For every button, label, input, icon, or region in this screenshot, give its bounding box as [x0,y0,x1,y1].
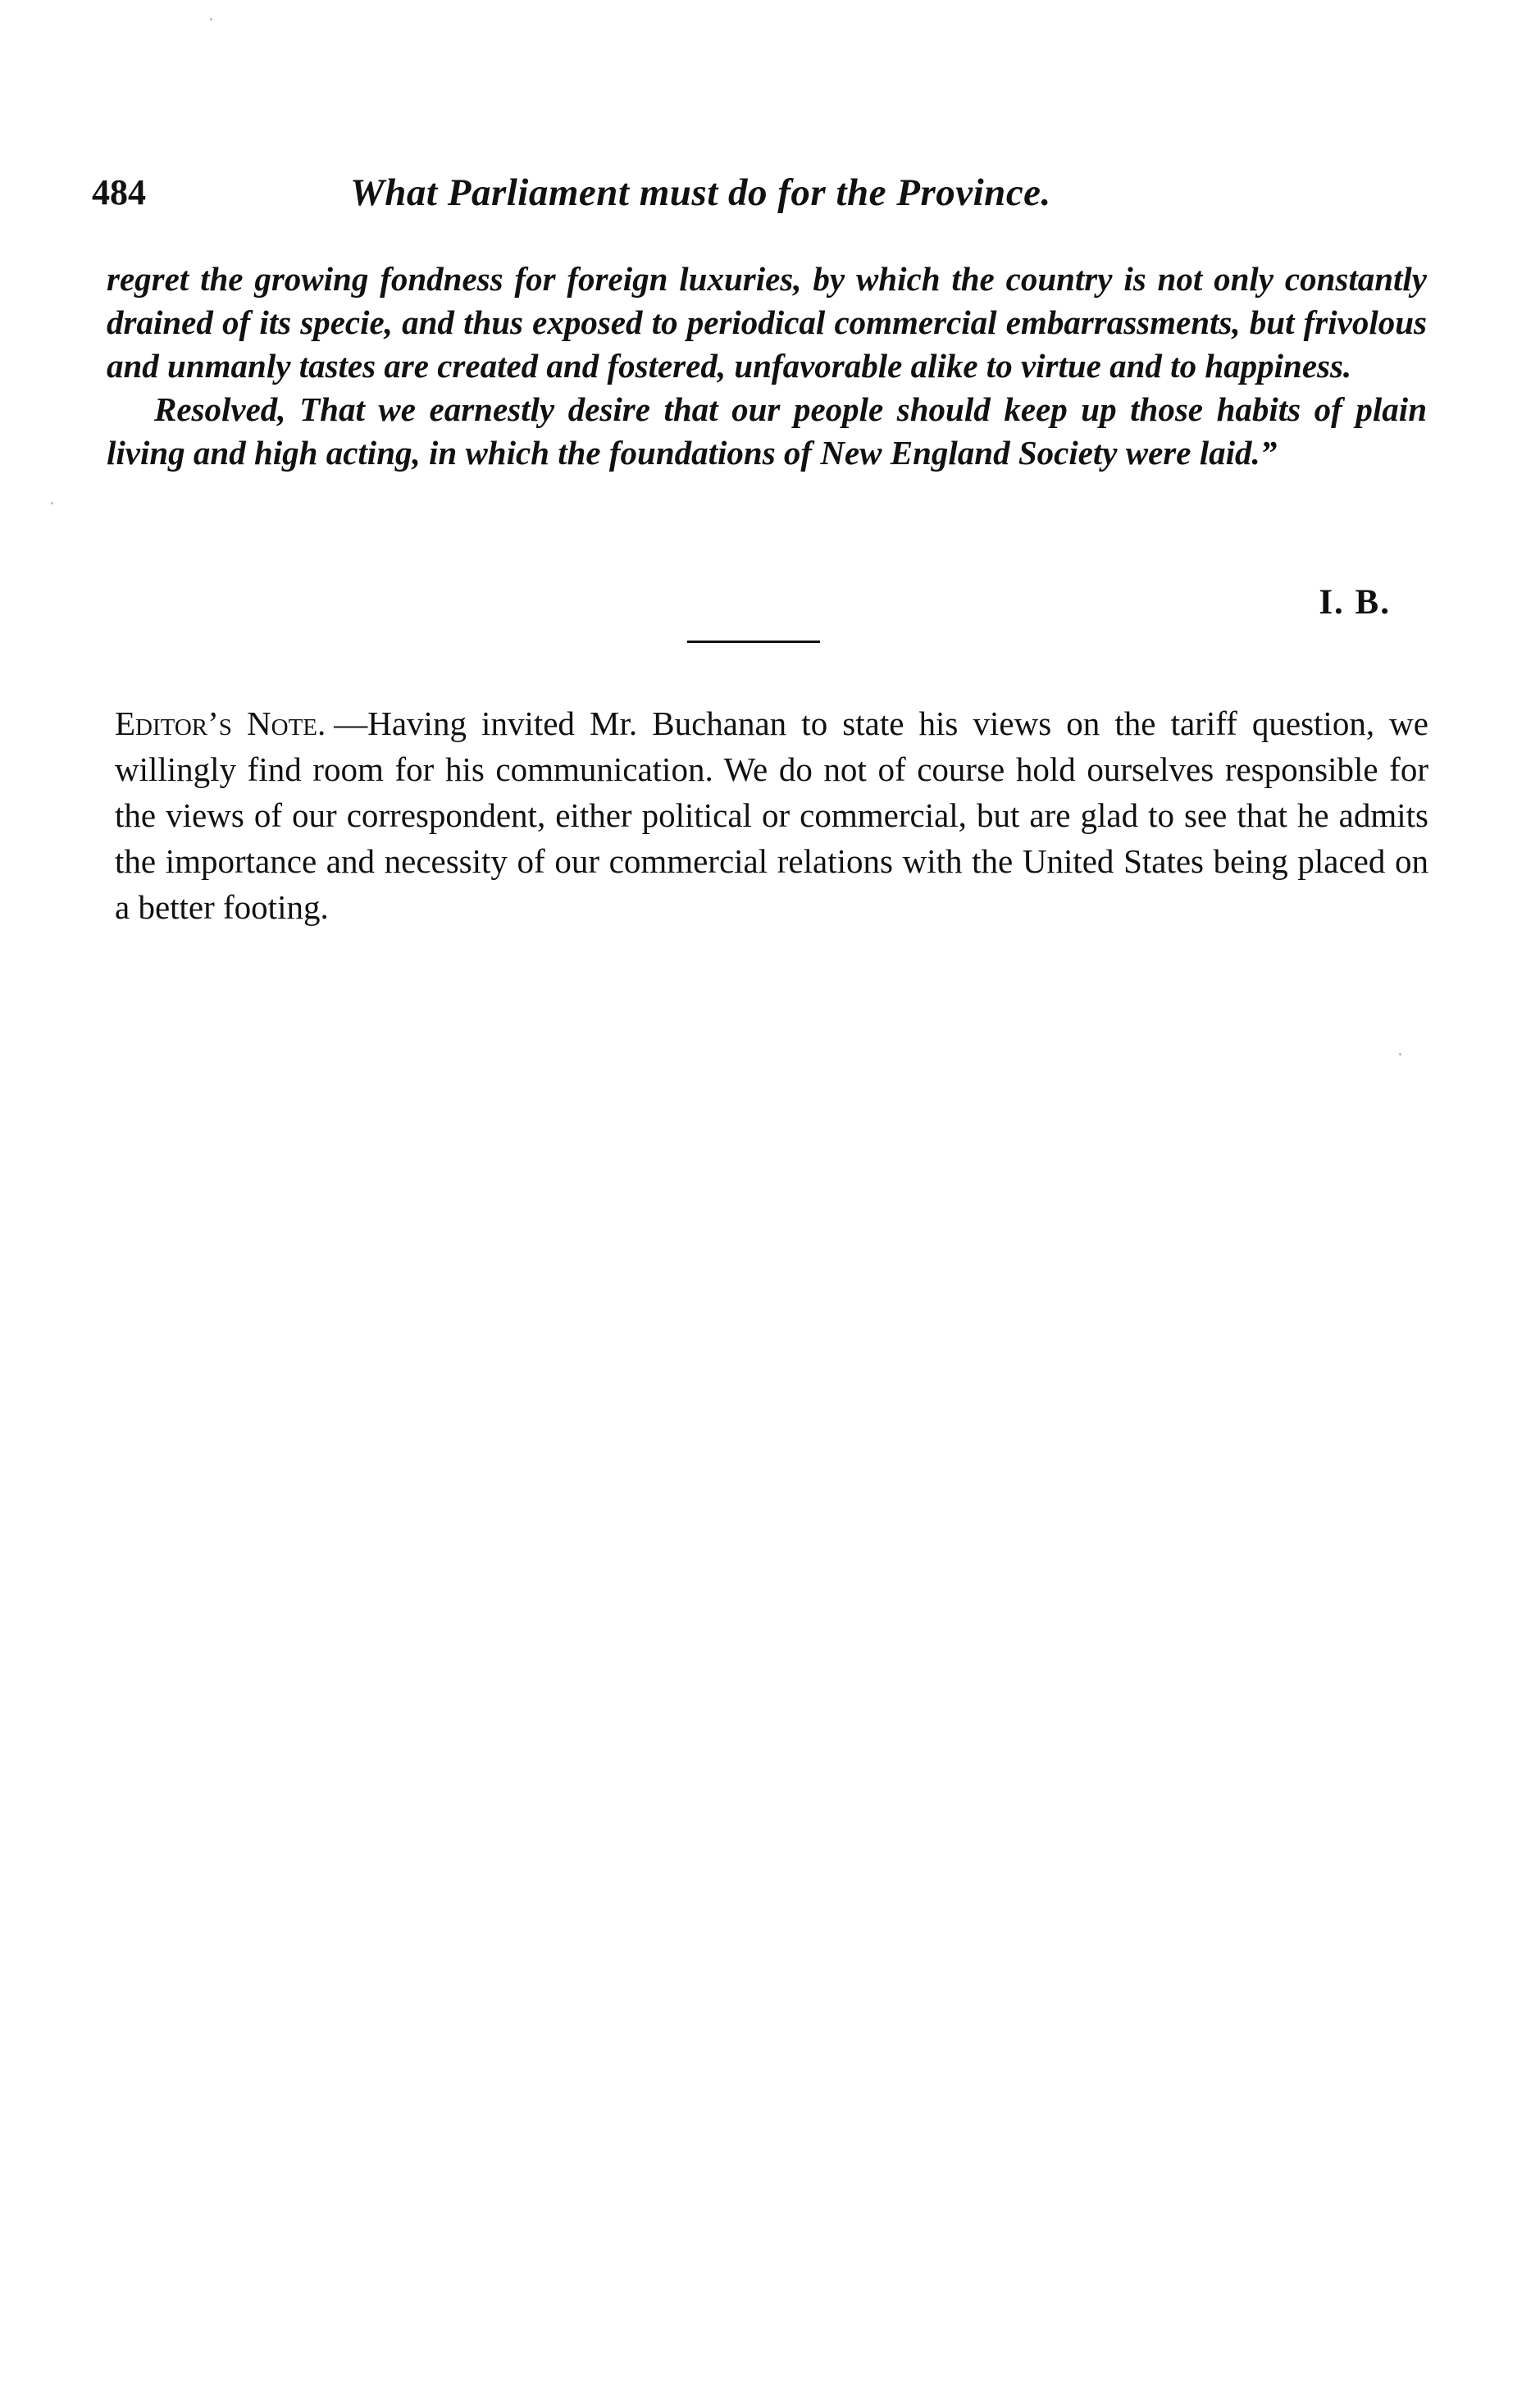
running-title: What Parliament must do for the Province. [350,171,1051,214]
scan-speck [1399,1053,1401,1056]
section-divider [687,641,820,643]
page-number: 484 [92,172,146,212]
scan-speck [51,502,53,504]
editor-note-lead: Editor’s Note. [115,704,326,742]
scan-speck [210,18,212,21]
quote-paragraph-resolved: Resolved, That we earnestly desire that our people should keep up those habits of plain living and high acting, in which the foundations of New England Society were laid.” [107,390,1427,472]
quoted-resolutions [107,258,1427,475]
editor-note [115,700,1428,930]
quote-paragraph-regret: regret the growing fondness for foreign luxuries, by which the country is not only constantly drained of its specie, and thus exposed to periodical commercial embarrassments, but frivolous and unmanly tastes are created and fostered, unfavorable alike to virtue and to happiness. [107,260,1427,385]
running-head [92,168,1437,217]
editor-note-body: —Having invited Mr. Buchanan to state his views on the tariff question, we willingly find room for his communication. We do not of course hold ourselves responsible for the views of our correspondent, either political or commercial, but are glad to see that he admits the importance and necessity of our commercial relations with the United States being placed on a better footing. [115,704,1428,926]
author-signature: I. B. [1319,583,1391,622]
